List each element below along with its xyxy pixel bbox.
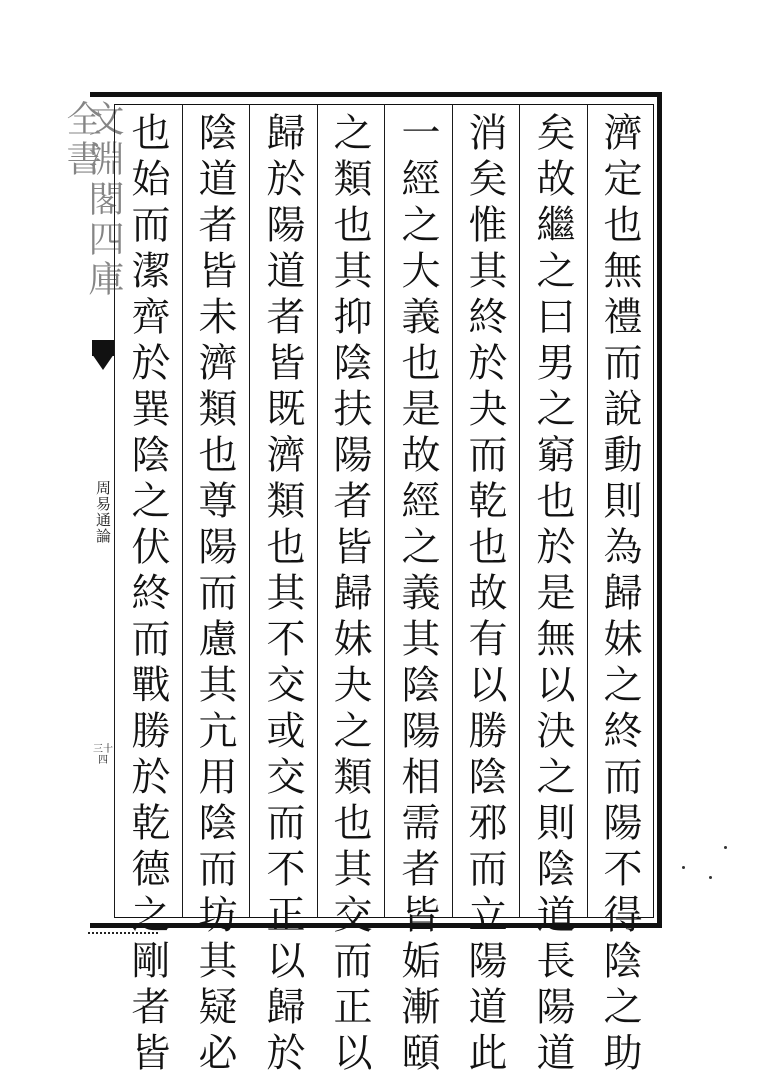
column-rule [317, 104, 318, 918]
text-column: 濟定也無禮而說動則為歸妹之終而陽不得陰之助 [597, 112, 642, 1078]
text-column: 矣故繼之曰男之窮也於是無以決之則陰道長陽道 [530, 112, 575, 1078]
scan-speck [709, 876, 712, 879]
text-column: 消矣惟其終於夬而乾也故有以勝陰邪而立陽道此 [462, 112, 507, 1078]
text-column: 也始而潔齊於巽陰之伏終而戰勝於乾德之剛者皆 [125, 112, 170, 1078]
column-rule [587, 104, 588, 918]
column-rule [519, 104, 520, 918]
margin-header-fragment: 文淵閣四庫全書 [61, 100, 124, 300]
scan-speck [682, 866, 685, 869]
column-rule [452, 104, 453, 918]
text-column: 之類也其抑陰扶陽者皆歸妹夬之類也其交而正以 [327, 112, 372, 1078]
text-column: 歸於陽道者皆既濟類也其不交或交而不正以歸於 [260, 112, 305, 1078]
margin-folio-number: 三十四 [93, 744, 113, 766]
margin-book-title: 周易通論 [94, 480, 112, 544]
column-rule [249, 104, 250, 918]
column-rule [182, 104, 183, 918]
text-column: 一經之大義也是故經之義其陰陽相需者皆姤漸頤 [395, 112, 440, 1078]
column-rule [384, 104, 385, 918]
scan-speck [724, 846, 727, 849]
fish-tail-mark [92, 354, 114, 370]
text-column: 陰道者皆未濟類也尊陽而慮其亢用陰而坊其疑必 [192, 112, 237, 1078]
